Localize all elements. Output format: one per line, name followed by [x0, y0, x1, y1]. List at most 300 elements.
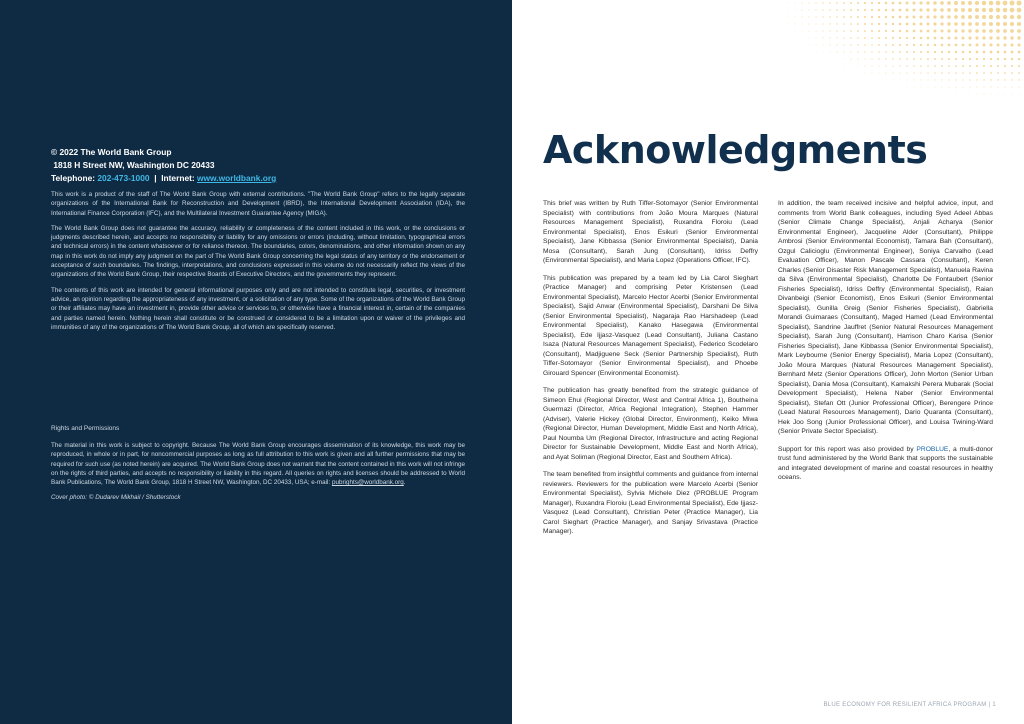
decor-dot — [892, 58, 893, 59]
decor-dot — [996, 43, 999, 46]
decor-dot — [968, 29, 971, 32]
decor-dot — [822, 16, 823, 17]
decor-dot — [975, 1, 979, 5]
decor-dot — [969, 65, 971, 67]
decor-dot — [829, 16, 830, 17]
decor-dot — [871, 44, 873, 46]
decor-dot — [913, 16, 916, 19]
decor-dot — [920, 72, 921, 73]
decor-dot — [808, 16, 809, 17]
decor-dot — [934, 65, 936, 67]
decor-dot — [906, 2, 909, 5]
decor-dot — [1010, 29, 1014, 33]
decor-dot — [970, 87, 971, 88]
decor-dot — [914, 80, 915, 81]
decor-dot — [808, 2, 809, 3]
decor-dot — [844, 52, 845, 53]
decor-dot — [878, 37, 880, 39]
decor-dot — [802, 3, 803, 4]
decor-dot — [1018, 79, 1019, 80]
decor-dot — [899, 58, 901, 60]
decor-dot — [927, 37, 930, 40]
decor-dot — [1011, 51, 1014, 54]
decor-dot — [962, 44, 965, 47]
copyright: © 2022 The World Bank Group — [51, 147, 172, 157]
decor-dot — [927, 51, 929, 53]
decor-dot — [823, 38, 824, 39]
decor-dot — [948, 51, 950, 53]
decor-dot — [906, 72, 907, 73]
decor-dot — [1003, 36, 1006, 39]
decor-dot — [906, 9, 909, 12]
decor-dot — [934, 79, 935, 80]
decor-dot — [933, 15, 936, 18]
decor-dot — [1018, 51, 1021, 54]
decor-dot — [864, 23, 866, 25]
decor-dot — [997, 58, 999, 60]
decor-dot — [934, 44, 937, 47]
decor-dot — [1010, 36, 1013, 39]
decor-dot — [815, 23, 816, 24]
decor-dot — [934, 51, 936, 53]
decor-dot — [830, 45, 831, 46]
decor-dot — [864, 51, 865, 52]
decor-dot — [808, 9, 809, 10]
decor-dot — [857, 9, 859, 11]
decor-dot — [926, 15, 929, 18]
decor-dot — [983, 58, 985, 60]
decor-dot — [955, 37, 958, 40]
decor-dot — [989, 1, 994, 6]
decor-dot — [802, 10, 803, 11]
decor-dot — [878, 2, 880, 4]
decor-dot — [948, 58, 950, 60]
decor-dot — [871, 37, 873, 39]
decor-dot — [1011, 86, 1012, 87]
decor-dot — [1005, 94, 1006, 95]
decor-dot — [996, 29, 1000, 33]
decor-dot — [1004, 79, 1005, 80]
decor-dot — [913, 72, 914, 73]
decor-dot — [907, 80, 908, 81]
decor-dot — [941, 44, 944, 47]
decor-dot — [912, 8, 915, 11]
decor-dot — [823, 52, 824, 53]
decor-dot — [969, 51, 972, 54]
decor-dot — [997, 72, 999, 74]
decor-dot — [892, 44, 894, 46]
decor-dot — [1010, 8, 1015, 13]
decor-dot — [1010, 15, 1014, 19]
decor-dot — [886, 80, 887, 81]
decor-dot — [864, 9, 866, 11]
ack-paragraph: This publication was prepared by a team led by Lia Carol Sieghart (Practice Manager) and comprising Peter Kristensen (Lead Environmental Specialist), Marcelo Hector Acerbi (Senior Environmental Specialist), Sajid Anwar (Environmental Specialist), Darshani De Silva (Senior Environmental Specialist), Nagaraja Rao Harshadeep (Lead Environmental Specialist), Kanako Hasegawa (Environmental Specialist), Ede Ijjasz-Vasquez (Lead Consultant), Juliana Castano Isaza (Natural Resources Management Specialist), Federico Scodelaro (Consultant), Madjiguene Seck (Senior Partnership Specialist), Ruth Tiffer-Sotomayor (Senior Environmental Specialist), and Phoebe Girouard Spencer (Environmental Economist). — [543, 274, 758, 377]
decor-dot — [913, 44, 915, 46]
decor-dot — [906, 65, 907, 66]
decor-dot — [1019, 94, 1020, 95]
decor-dot — [892, 23, 894, 25]
decor-dot — [989, 8, 993, 12]
decor-dot — [983, 72, 985, 74]
decor-dot — [997, 86, 998, 87]
decor-dot — [989, 22, 993, 26]
decor-dot — [788, 17, 789, 18]
decor-dot — [949, 94, 950, 95]
decor-dot — [976, 44, 979, 47]
decor-dot — [968, 8, 972, 12]
decor-dot — [864, 44, 866, 46]
decor-dot — [857, 37, 859, 39]
decor-dot — [1018, 86, 1019, 87]
decor-dot — [982, 1, 986, 5]
decor-dot — [886, 73, 887, 74]
decor-dot — [1003, 1, 1008, 6]
decor-dot — [912, 1, 915, 4]
decor-dot — [906, 37, 908, 39]
rights-heading: Rights and Permissions — [51, 425, 120, 432]
decor-dot — [1017, 43, 1020, 46]
decor-dot — [1003, 22, 1007, 26]
decor-dot — [940, 1, 944, 5]
decor-dot — [1017, 29, 1021, 33]
decor-dot — [976, 86, 977, 87]
decor-dot — [1004, 51, 1007, 54]
decor-dot — [926, 8, 929, 11]
decor-dot — [899, 65, 900, 66]
decor-dot — [961, 1, 965, 5]
decor-dot — [941, 79, 942, 80]
decor-dot — [913, 30, 916, 33]
decor-dot — [920, 58, 922, 60]
page-footer: BLUE ECONOMY FOR RESILIENT AFRICA PROGRAM | 1 — [823, 702, 996, 708]
decor-dot — [913, 37, 915, 39]
decor-dot — [850, 51, 851, 52]
decor-dot — [892, 2, 895, 5]
decor-dot — [788, 24, 789, 25]
decor-dot — [836, 16, 838, 18]
decor-dot — [1011, 72, 1013, 74]
decor-dot — [858, 66, 859, 67]
decor-dot — [899, 51, 901, 53]
decor-dot — [982, 15, 986, 19]
dot-pattern-decoration — [764, 0, 1024, 140]
decor-dot — [871, 2, 873, 4]
decor-dot — [878, 30, 880, 32]
decor-dot — [871, 23, 873, 25]
decor-dot — [836, 44, 837, 45]
decor-dot — [954, 15, 958, 19]
decor-dot — [941, 65, 943, 67]
decor-dot — [822, 30, 823, 31]
contact-block — [51, 146, 276, 185]
decor-dot — [851, 66, 852, 67]
decor-dot — [920, 23, 923, 26]
decor-dot — [809, 31, 810, 32]
decor-dot — [1017, 15, 1021, 19]
decor-dot — [899, 16, 902, 19]
decor-dot — [836, 23, 837, 24]
decor-dot — [871, 58, 872, 59]
decor-dot — [968, 1, 972, 5]
decor-dot — [934, 58, 936, 60]
decor-dot — [1003, 29, 1007, 33]
decor-dot — [928, 87, 929, 88]
decor-dot — [940, 29, 943, 32]
decor-dot — [983, 79, 984, 80]
decor-dot — [913, 23, 916, 26]
decor-dot — [948, 65, 950, 67]
decor-dot — [984, 94, 985, 95]
decor-dot — [857, 16, 859, 18]
decor-dot — [1017, 36, 1020, 39]
decor-dot — [892, 16, 895, 19]
decor-dot — [989, 15, 993, 19]
decor-dot — [983, 44, 986, 47]
decor-dot — [1011, 65, 1013, 67]
decor-dot — [976, 72, 978, 74]
decor-dot — [816, 31, 817, 32]
decor-dot — [878, 65, 879, 66]
decor-dot — [962, 65, 964, 67]
decor-dot — [850, 30, 852, 32]
problue-link[interactable]: PROBLUE — [916, 445, 949, 453]
decor-dot — [948, 79, 949, 80]
decor-dot — [1011, 79, 1012, 80]
decor-dot — [906, 16, 909, 19]
decor-dot — [836, 37, 837, 38]
decor-dot — [850, 44, 851, 45]
decor-dot — [829, 9, 830, 10]
decor-dot — [809, 38, 810, 39]
decor-dot — [996, 15, 1000, 19]
decor-dot — [955, 44, 958, 47]
decor-dot — [996, 36, 999, 39]
decor-dot — [927, 58, 929, 60]
decor-dot — [906, 58, 908, 60]
decor-dot — [990, 86, 991, 87]
decor-dot — [976, 51, 979, 54]
decor-dot — [982, 22, 986, 26]
decor-dot — [954, 8, 958, 12]
decor-dot — [920, 44, 922, 46]
decor-dot — [919, 15, 922, 18]
decor-dot — [885, 30, 887, 32]
decor-dot — [1003, 15, 1007, 19]
decor-dot — [829, 30, 830, 31]
decor-dot — [878, 23, 880, 25]
decor-dot — [899, 37, 901, 39]
decor-dot — [858, 73, 859, 74]
decor-dot — [815, 16, 816, 17]
decor-dot — [1017, 8, 1022, 13]
decor-dot — [991, 94, 992, 95]
decor-dot — [975, 15, 979, 19]
decor-dot — [961, 15, 965, 19]
column-left — [543, 199, 758, 545]
decor-dot — [1018, 72, 1020, 74]
decor-dot — [913, 58, 915, 60]
decor-dot — [857, 2, 859, 4]
decor-dot — [1012, 94, 1013, 95]
support-paragraph — [778, 445, 993, 483]
decor-dot — [934, 30, 937, 33]
decor-dot — [871, 51, 872, 52]
decor-dot — [809, 24, 810, 25]
decor-dot — [795, 38, 796, 39]
decor-dot — [816, 45, 817, 46]
decor-dot — [933, 8, 936, 11]
decor-dot — [969, 72, 971, 74]
ack-paragraph: This brief was written by Ruth Tiffer-Sotomayor (Senior Environmental Specialist) with contributions from João Moura Marques (Natural Resources Management Specialist), Ruxandra Floroiu (Lead Environmental Specialist), Enos Esikuri (Senior Environmental Specialist), Jane Kibbassa (Senior Environmental Specialist), Dania Mosa (Consultant), Sarah Jung (Consultant), Idriss Deffry (Environmental Specialist), and Maria Lopez (Operations Officer, IFC). — [543, 200, 758, 264]
decor-dot — [906, 23, 909, 26]
decor-dot — [843, 2, 845, 4]
decor-dot — [899, 44, 901, 46]
decor-dot — [878, 51, 880, 53]
decor-dot — [830, 52, 831, 53]
decor-dot — [1018, 65, 1020, 67]
decor-dot — [962, 72, 964, 74]
decor-dot — [850, 16, 852, 18]
decor-dot — [892, 65, 893, 66]
rights-paragraph: The material in this work is subject to copyright. Because The World Bank Group encourages dissemination of its knowledge, this work may be reproduced, in whole or in part, for noncommercial purposes as long as full attribution to this work is given and all further permissions that may be required for such use (as noted herein) are acquired. The World Bank Group does not warrant that the content contained in this work will not infringe on the rights of third parties, and accepts no responsibility or liability in this regard. All queries on rights and licenses should be addressed to World Bank Publications, The World Bank Group, 1818 H Street NW, Washington, DC 20433, USA; e-mail: — [51, 442, 465, 487]
column-right — [778, 199, 993, 491]
decor-dot — [1017, 22, 1021, 26]
decor-dot — [899, 9, 902, 12]
decor-dot — [844, 66, 845, 67]
decor-dot — [871, 9, 873, 11]
decor-dot — [885, 58, 886, 59]
decor-dot — [1011, 58, 1013, 60]
decor-dot — [892, 37, 894, 39]
decor-dot — [893, 80, 894, 81]
decor-dot — [998, 94, 999, 95]
decor-dot — [969, 79, 970, 80]
decor-dot — [872, 73, 873, 74]
decor-dot — [921, 80, 922, 81]
decor-dot — [1004, 72, 1006, 74]
decor-dot — [921, 87, 922, 88]
rights-email-link[interactable]: pubrights@worldbank.org — [331, 479, 404, 487]
website-link[interactable]: www.worldbank.org — [197, 173, 277, 183]
decor-dot — [851, 59, 852, 60]
decor-dot — [926, 22, 929, 25]
decor-dot — [983, 65, 985, 67]
decor-dot — [996, 1, 1001, 6]
decor-dot — [899, 72, 900, 73]
rights-end: . — [403, 479, 406, 487]
decor-dot — [913, 65, 914, 66]
decor-dot — [949, 87, 950, 88]
decor-dot — [872, 66, 873, 67]
decor-dot — [927, 30, 930, 33]
decor-dot — [1010, 43, 1013, 46]
decor-dot — [906, 44, 908, 46]
decor-dot — [962, 51, 965, 54]
decor-dot — [864, 58, 865, 59]
decor-dot — [878, 9, 880, 11]
decor-dot — [815, 9, 816, 10]
decor-dot — [955, 58, 957, 60]
decor-dot — [857, 44, 858, 45]
decor-dot — [940, 22, 943, 25]
decor-dot — [982, 29, 986, 33]
decor-dot — [963, 94, 964, 95]
decor-dot — [970, 94, 971, 95]
decor-dot — [850, 9, 852, 11]
decor-dot — [1003, 8, 1008, 13]
page-title: Acknowledgments — [543, 128, 928, 172]
rights-text — [51, 441, 465, 509]
separator: | — [154, 173, 157, 183]
decor-dot — [961, 29, 964, 32]
decor-dot — [990, 44, 993, 47]
decor-dot — [843, 23, 845, 25]
decor-dot — [885, 2, 888, 5]
decor-dot — [816, 38, 817, 39]
decor-dot — [795, 10, 796, 11]
ack-paragraph: In addition, the team received incisive and helpful advice, input, and comments from World Bank colleagues, including Syed Adeel Abbas (Senior Climate Change Specialist), Anjali Acharya (Senior Environmental Engineer), Jacqueline Alder (Consultant), Philippe Ambrosi (Senior Environmental Economist), Tamara Bah (Consultant), Ozgul Calicioglu (Environmental Engineer), Soniya Carvalho (Lead Evaluation Officer), Manon Pascale Cassara (Consultant), Keren Charles (Senior Disaster Risk Management Specialist), Manuela Ravina da Silva (Environmental Specialist), Charlotte De Fontaubert (Senior Fisheries Specialist), Idriss Deffry (Environmental Specialist), Raian Divanbeigi (Senior Economist), Enos Esikuri (Senior Environmental Specialist), Gunilla Greig (Senior Fisheries Specialist), Gabriella Morandi Guimaraes (Consultant), Maged Hamed (Lead Environmental Specialist), Sandrine Jauffret (Senior Natural Resources Management Specialist), Sarah Jung (Consultant), Harrison Charo Karisa (Senior Fisheries Specialist), Jane Kibbassa (Senior Environmental Specialist), Mark Leybourne (Senior Energy Specialist), Maria Lopez (Consultant), João Moura Marques (Natural Resources Management Specialist), Bernhard Metz (Senior Operations Officer), John Morton (Senior Urban Specialist), Dania Mosa (Consultant), Kamakshi Perera Mubarak (Social Development Specialist), Helena Naber (Senior Environmental Specialist), Stefan Ott (Junior Professional Officer), Berengere Prince (Lead Natural Resources Management), Dario Quaranta (Consultant), Hek Joo Song (Junior Professional Officer), and Louisa Twining-Ward (Senior Private Sector Specialist). — [778, 200, 993, 435]
decor-dot — [899, 2, 902, 5]
decor-dot — [1018, 58, 1020, 60]
decor-dot — [954, 22, 957, 25]
decor-dot — [935, 87, 936, 88]
decor-dot — [843, 16, 845, 18]
address: 1818 H Street NW, Washington DC 20433 — [53, 160, 215, 170]
decor-dot — [1003, 43, 1006, 46]
decor-dot — [990, 72, 992, 74]
decor-dot — [864, 37, 866, 39]
decor-dot — [914, 87, 915, 88]
decor-dot — [954, 29, 957, 32]
decor-dot — [941, 58, 943, 60]
decor-dot — [920, 30, 923, 33]
decor-dot — [940, 15, 943, 18]
decor-dot — [942, 87, 943, 88]
decor-dot — [975, 8, 979, 12]
decor-dot — [947, 15, 951, 19]
decor-dot — [969, 58, 971, 60]
decor-dot — [885, 65, 886, 66]
decor-dot — [927, 44, 929, 46]
decor-dot — [927, 65, 929, 67]
decor-dot — [990, 79, 991, 80]
telephone-label: Telephone: — [51, 173, 96, 183]
decor-dot — [975, 36, 978, 39]
decor-dot — [968, 22, 972, 26]
decor-dot — [843, 30, 844, 31]
decor-dot — [997, 51, 1000, 54]
decor-dot — [892, 51, 894, 53]
decor-dot — [885, 44, 887, 46]
decor-dot — [983, 51, 986, 54]
decor-dot — [885, 16, 887, 18]
decor-dot — [976, 65, 978, 67]
decor-dot — [976, 58, 978, 60]
telephone-number[interactable]: 202-473-1000 — [97, 173, 150, 183]
decor-dot — [850, 37, 851, 38]
decor-dot — [990, 51, 993, 54]
decor-dot — [976, 79, 977, 80]
decor-dot — [885, 23, 887, 25]
decor-dot — [989, 36, 992, 39]
decor-dot — [795, 17, 796, 18]
decor-dot — [982, 8, 986, 12]
decor-dot — [865, 73, 866, 74]
decor-dot — [968, 15, 972, 19]
decor-dot — [843, 37, 844, 38]
decor-dot — [927, 79, 928, 80]
decor-dot — [781, 10, 782, 11]
